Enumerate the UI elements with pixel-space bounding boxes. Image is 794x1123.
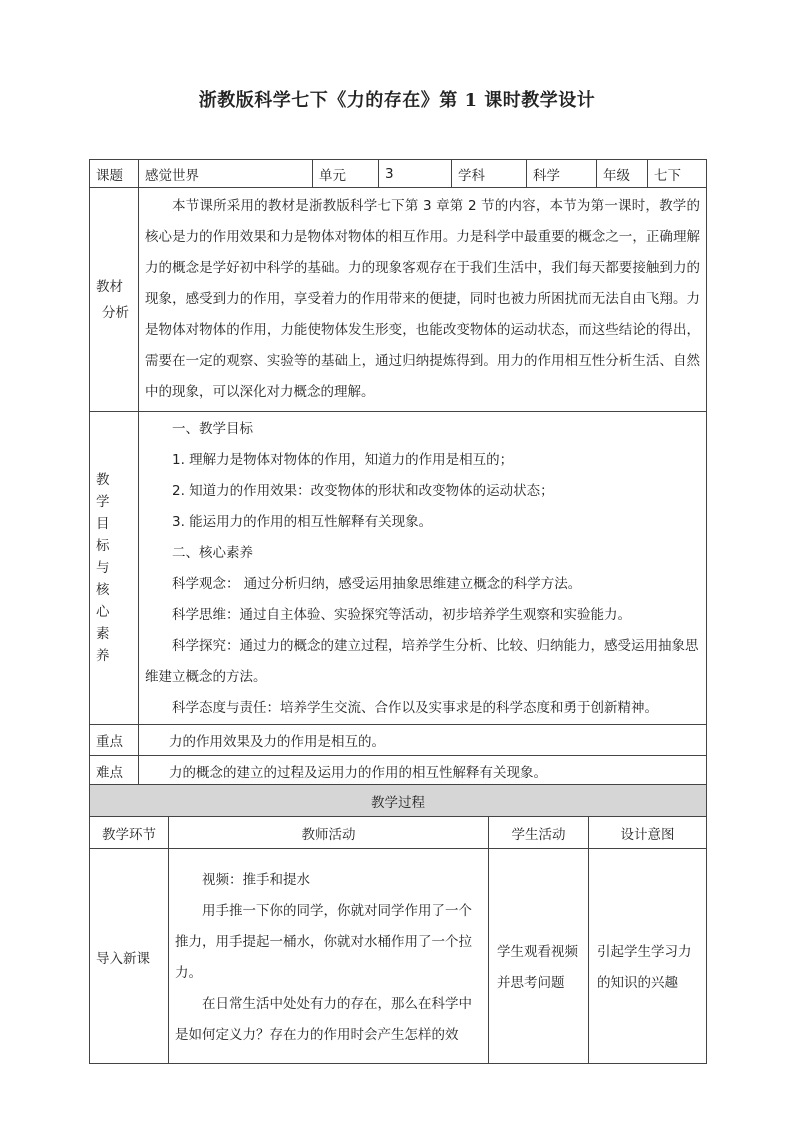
subject-value: 科学 [527, 160, 597, 188]
goal-item: 1. 理解力是物体对物体的作用，知道力的作用是相互的； [172, 452, 514, 468]
lesson-info-table [89, 159, 707, 787]
column-header: 教学环节 [90, 817, 169, 849]
design-purpose-cell [589, 849, 707, 1064]
goals-row [90, 412, 707, 725]
stage-cell [90, 849, 169, 1064]
unit-label: 单元 [313, 160, 379, 188]
column-header: 设计意图 [589, 817, 707, 849]
goals-label-line: 教 学 [96, 472, 114, 510]
difficult-point-row [90, 756, 707, 787]
column-header: 学生活动 [489, 817, 589, 849]
key-point-label: 重点 [90, 725, 139, 756]
goals-cell [139, 412, 707, 725]
material-cell [139, 188, 707, 412]
difficult-point-text: 力的概念的建立的过程及运用力的作用的相互性解释有关现象。 [139, 756, 707, 787]
subject-label: 学科 [452, 160, 527, 188]
literacy-heading: 二、核心素养 [172, 545, 253, 561]
material-text: 本节课所采用的教材是浙教版科学七下第 3 章第 2 节的内容，本节为第一课时，教学的核心是力的作用效果和力是物体对物体的相互作用。力是科学中最重要的概念之一，正确理解力的概念是学好初中科学的基础。力的现象客观存在于我们生活中，我们每天都要接触到力的现象，感受到力的作用，享受着力的作用带来的便捷，同时也被力所困扰而无法自由飞翔。力是物体对物体的作用，力能使物体发生形变，也能改变物体的运动状态，而这些结论的得出，需要在一定的观察、实验等的基础上，通过归纳提炼得到。用力的作用相互性分析生活、自然中的现象，可以深化对力概念的理解。 [145, 198, 700, 400]
process-row [90, 849, 707, 1064]
goals-label-line: 养 [96, 648, 114, 664]
student-activity-cell [489, 849, 589, 1064]
material-row [90, 188, 707, 412]
teacher-activity-text: 在日常生活中处处有力的存在，那么在科学中是如何定义力？存在力的作用时会产生怎样的效 [175, 996, 472, 1043]
literacy-item: 科学思维：通过自主体验、实验探究等活动，初步培养学生观察和实验能力。 [172, 607, 631, 623]
goals-label [90, 412, 139, 725]
topic-value: 感觉世界 [139, 160, 313, 188]
student-activity-text: 学生观看视频并思考问题 [497, 944, 578, 991]
material-label [90, 188, 139, 412]
info-row [90, 160, 707, 188]
grade-label: 年级 [597, 160, 648, 188]
process-header-row [90, 785, 707, 817]
material-label-line: 分析 [102, 304, 129, 321]
goals-label-line: 与 核 [96, 560, 114, 598]
goals-label-line: 目 标 [96, 516, 114, 554]
key-point-text: 力的作用效果及力的作用是相互的。 [139, 725, 707, 756]
goals-heading: 一、教学目标 [172, 421, 253, 437]
topic-label: 课题 [90, 160, 139, 188]
teacher-activity-cell [169, 849, 489, 1064]
column-header: 教师活动 [169, 817, 489, 849]
literacy-item: 科学探究：通过力的概念的建立过程，培养学生分析、比较、归纳能力，感受运用抽象思维建立概念的方法。 [145, 638, 699, 685]
grade-value: 七下 [648, 160, 707, 188]
process-header: 教学过程 [90, 785, 707, 817]
difficult-point-label: 难点 [90, 756, 139, 787]
goal-item: 2. 知道力的作用效果：改变物体的形状和改变物体的运动状态； [172, 483, 554, 499]
goal-item: 3. 能运用力的作用的相互性解释有关现象。 [172, 514, 433, 530]
key-point-row [90, 725, 707, 756]
literacy-item: 科学观念： 通过分析归纳，感受运用抽象思维建立概念的科学方法。 [172, 576, 582, 592]
literacy-item: 科学态度与责任：培养学生交流、合作以及实事求是的科学态度和勇于创新精神。 [172, 700, 658, 716]
page-title: 浙教版科学七下《力的存在》第 1 课时教学设计 [198, 90, 596, 111]
material-label-line: 教材 [96, 278, 123, 295]
design-purpose-text: 引起学生学习力的知识的兴趣 [597, 944, 692, 991]
teaching-process-table [89, 784, 707, 1064]
stage-name: 导入新课 [96, 951, 150, 967]
teacher-activity-text: 用手推一下你的同学，你就对同学作用了一个推力，用手提起一桶水，你就对水桶作用了一个拉力。 [175, 903, 472, 981]
goals-label-line: 心 素 [96, 604, 114, 642]
process-columns-row [90, 817, 707, 849]
teacher-activity-text: 视频：推手和提水 [202, 872, 310, 888]
unit-value: 3 [379, 160, 452, 188]
